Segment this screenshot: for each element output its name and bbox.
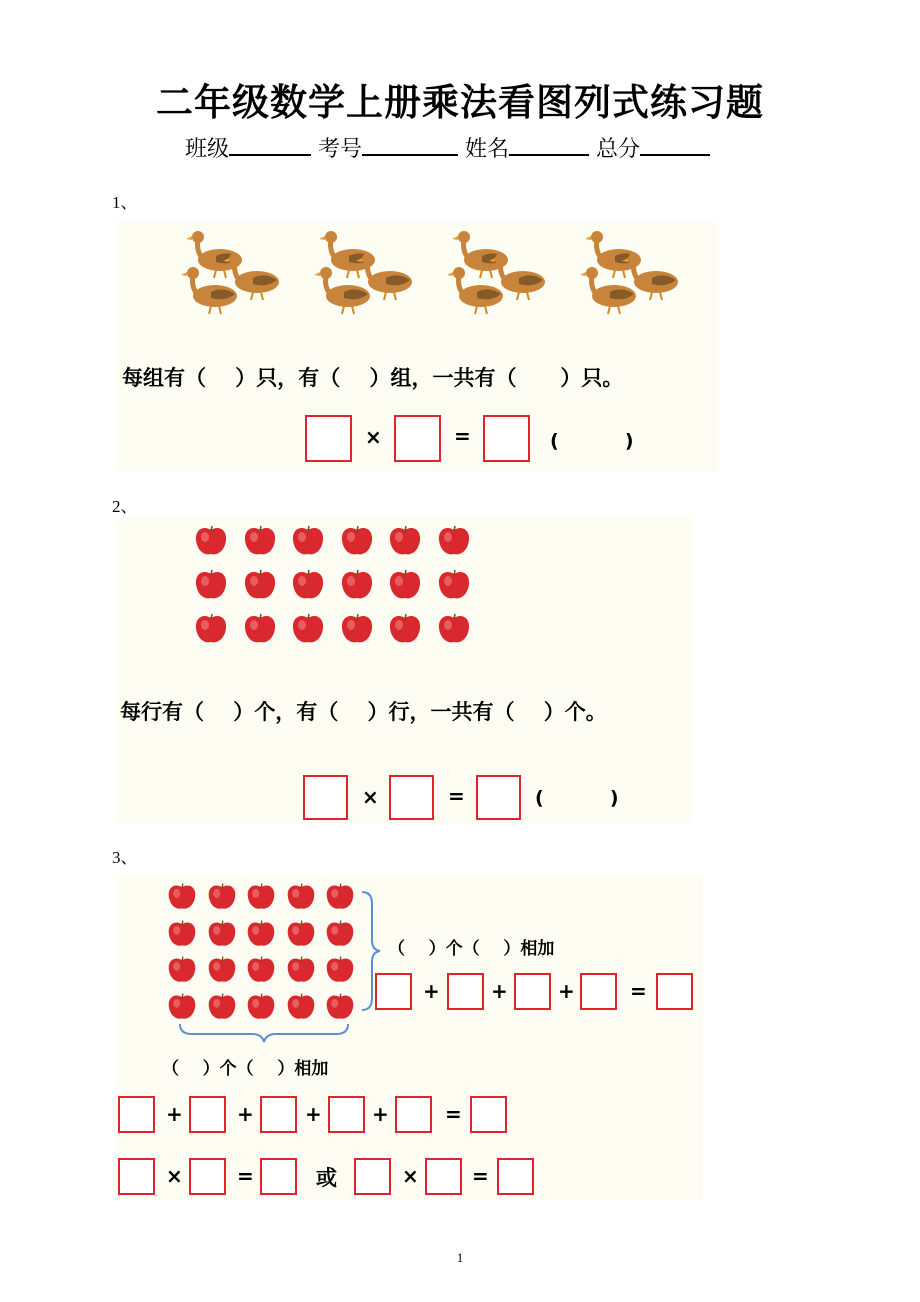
apple-icon [436,611,472,645]
question-1-sentence: 每组有（ ）只，有（ ）组，一共有（ ）只。 [122,366,624,390]
plus-sign: + [423,979,440,1003]
apple-icon [324,954,356,984]
q3-row-sum-box[interactable] [470,1096,507,1133]
apple-icon [436,523,472,557]
q3-mul1-box-1[interactable] [118,1158,155,1195]
apple-icon [285,954,317,984]
q3-row-box-1[interactable] [118,1096,155,1133]
apple-icon [285,918,317,948]
class-blank[interactable] [229,132,311,156]
apple-icon [206,954,238,984]
apple-icon [387,523,423,557]
q3-row-box-2[interactable] [189,1096,226,1133]
plus-sign: + [166,1102,183,1126]
apple-icon [436,567,472,601]
apple-icon [242,611,278,645]
q2-answer-box-2[interactable] [389,775,434,820]
apple-icon [324,991,356,1021]
apple-icon [166,954,198,984]
q3-row-box-4[interactable] [328,1096,365,1133]
plus-sign: + [305,1102,322,1126]
apple-icon [245,881,277,911]
q1-answer-box-3[interactable] [483,415,530,462]
equals-sign: = [237,1164,254,1188]
q2-multiply-sign: × [362,785,379,809]
q1-equals-sign: = [454,424,471,448]
apple-icon [339,567,375,601]
bottom-brace-icon [178,1022,350,1044]
apple-icon [206,881,238,911]
apple-icon [193,523,229,557]
apple-icon [324,918,356,948]
apple-icon [166,918,198,948]
q3-side-label: （ ）个（ ）相加 [388,939,555,959]
q2-unit-paren[interactable]: ( ) [535,787,619,809]
apple-icon [339,523,375,557]
apple-icon [242,523,278,557]
apple-icon [290,611,326,645]
plus-sign: + [491,979,508,1003]
q3-mul2-box-2[interactable] [425,1158,462,1195]
q3-col-box-1[interactable] [375,973,412,1010]
apple-icon [166,991,198,1021]
apple-icon [206,918,238,948]
q3-bottom-label: （ ）个（ ）相加 [162,1059,329,1079]
page-number: 1 [456,1250,464,1265]
exam-no-blank[interactable] [362,132,458,156]
or-word: 或 [316,1166,337,1190]
duck-icon [223,250,283,302]
info-line [185,132,710,163]
duck-icon [356,250,416,302]
apple-icon [166,881,198,911]
plus-sign: + [237,1102,254,1126]
q2-answer-box-3[interactable] [476,775,521,820]
apple-icon [245,991,277,1021]
multiply-sign: × [402,1164,419,1188]
q3-row-box-3[interactable] [260,1096,297,1133]
apple-icon [387,611,423,645]
q1-multiply-sign: × [365,425,382,449]
exam-no-label: 考号 [318,137,363,162]
apple-icon [387,567,423,601]
q1-answer-box-2[interactable] [394,415,441,462]
apple-icon [206,991,238,1021]
apple-icon [339,611,375,645]
apple-icon [193,611,229,645]
question-2-sentence: 每行有（ ）个，有（ ）行，一共有（ ）个。 [120,700,607,724]
page-title: 二年级数学上册乘法看图列式练习题 [156,81,764,124]
name-label: 姓名 [465,137,510,162]
score-label: 总分 [596,137,641,162]
apple-icon [324,881,356,911]
apple-icon [242,567,278,601]
equals-sign: = [445,1102,462,1126]
plus-sign: + [372,1102,389,1126]
question-3-number: 3、 [112,848,138,867]
q3-mul1-box-2[interactable] [189,1158,226,1195]
q3-mul2-box-1[interactable] [354,1158,391,1195]
apple-icon [290,567,326,601]
apple-icon [245,954,277,984]
score-blank[interactable] [640,132,710,156]
q2-answer-box-1[interactable] [303,775,348,820]
apple-icon [245,918,277,948]
duck-icon [489,250,549,302]
apple-icon [290,523,326,557]
q3-row-box-5[interactable] [395,1096,432,1133]
class-label: 班级 [185,137,230,162]
q3-col-sum-box[interactable] [656,973,693,1010]
apple-icon [285,991,317,1021]
apple-icon [285,881,317,911]
name-blank[interactable] [509,132,589,156]
q3-mul2-box-3[interactable] [497,1158,534,1195]
duck-icon [622,250,682,302]
q3-col-box-2[interactable] [447,973,484,1010]
q3-col-box-4[interactable] [580,973,617,1010]
q3-col-box-3[interactable] [514,973,551,1010]
multiply-sign: × [166,1164,183,1188]
apple-icon [193,567,229,601]
plus-sign: + [558,979,575,1003]
equals-sign: = [630,979,647,1003]
q1-unit-paren[interactable]: ( ) [550,430,634,452]
q1-answer-box-1[interactable] [305,415,352,462]
q3-mul1-box-3[interactable] [260,1158,297,1195]
question-1-number: 1、 [112,193,138,212]
question-2-number: 2、 [112,497,138,516]
equals-sign: = [472,1164,489,1188]
q2-equals-sign: = [448,784,465,808]
